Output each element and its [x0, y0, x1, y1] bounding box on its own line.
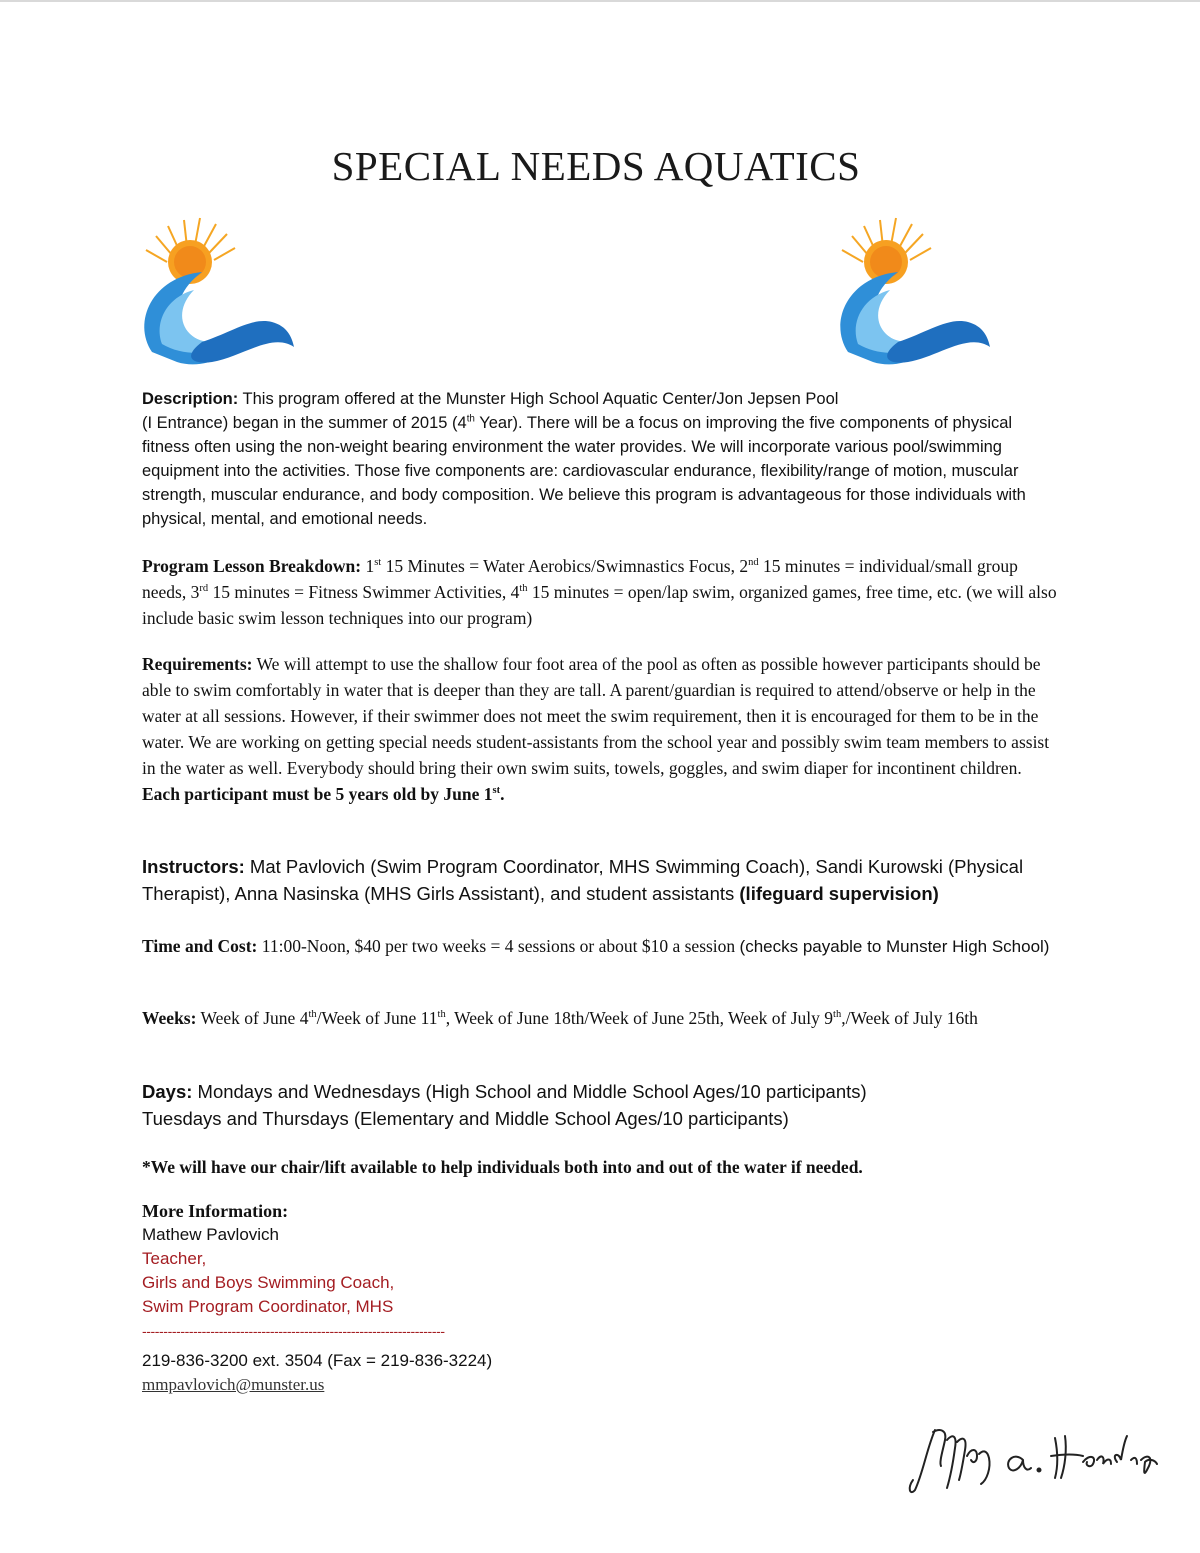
instructors-bold: (lifeguard supervision) [739, 883, 939, 904]
weeks-sup: th [308, 1009, 317, 1021]
breakdown-paragraph [142, 553, 1057, 631]
breakdown-label: Program Lesson Breakdown: [142, 556, 362, 576]
instructors-text: Mat Pavlovich (Swim Program Coordinator, MHS Swimming Coach), Sandi Kurowski (Physical Therapist), Anna Nasinska (MHS Girls Assistant), and student assistants [142, 856, 1024, 904]
description-text-2: (I Entrance) began in the summer of 2015 (4 [142, 414, 467, 432]
contact-section [142, 1199, 1057, 1397]
time-cost-label: Time and Cost: [142, 936, 258, 956]
days-paragraph [142, 1078, 1057, 1132]
contact-role-1: Teacher, [142, 1249, 207, 1268]
requirements-label: Requirements: [142, 654, 253, 674]
description-text-3: Year). There will be a focus on improving the five components of physical fitness often using the non-weight bearing environment the water provides. We will incorporate various pool/swimming equipment into the activities. Those five components are: cardiovascular endurance, flexibility/range of motion, muscular strength, muscular endurance, and body composition. We believe this program is advantageous for those individuals with physical, mental, and emotional needs. [142, 414, 1026, 528]
description-sup: th [466, 413, 475, 425]
time-cost-text: 11:00-Noon, $40 per two weeks = 4 sessions or about $10 a session [257, 936, 740, 956]
days-line-2: Tuesdays and Thursdays (Elementary and Middle School Ages/10 participants) [142, 1108, 789, 1129]
weeks-sup: th [437, 1009, 446, 1021]
instructors-label: Instructors: [142, 856, 245, 877]
breakdown-text: 1 [361, 556, 375, 576]
requirements-age-note: Each participant must be 5 years old by June 1 [142, 784, 493, 804]
description-label: Description: [142, 390, 239, 408]
chair-lift-note: *We will have our chair/lift available to help individuals both into and out of the water if needed. [142, 1157, 863, 1177]
instructors-paragraph [142, 853, 1057, 907]
breakdown-text: 15 minutes = open/lap swim, organized games, free time, etc. (we will also include basic swim lesson techniques into our program) [142, 582, 1057, 628]
weeks-text: ,/Week of July 16th [841, 1008, 978, 1028]
requirements-sup: st [492, 785, 501, 797]
days-line-1: Mondays and Wednesdays (High School and Middle School Ages/10 participants) [192, 1081, 867, 1102]
contact-role-3: Swim Program Coordinator, MHS [142, 1297, 394, 1316]
time-cost-checks: (checks payable to Munster High School) [739, 937, 1050, 956]
contact-phone: 219-836-3200 ext. 3504 (Fax = 219-836-3224) [142, 1351, 493, 1370]
contact-label: More Information: [142, 1201, 289, 1221]
contact-role-2: Girls and Boys Swimming Coach, [142, 1273, 395, 1292]
contact-divider: ----------------------------------------------------------------------- [142, 1323, 445, 1339]
contact-email-link[interactable]: mmpavlovich@munster.us [142, 1375, 325, 1394]
weeks-text: Week of June 4 [196, 1008, 309, 1028]
top-edge [0, 0, 1200, 2]
contact-name: Mathew Pavlovich [142, 1225, 280, 1244]
breakdown-text: 15 minutes = Fitness Swimmer Activities, 4 [208, 582, 520, 602]
sun-wave-logo-icon [828, 212, 993, 397]
weeks-sup: th [833, 1009, 842, 1021]
days-label: Days: [142, 1081, 193, 1102]
requirements-paragraph [142, 651, 1057, 807]
breakdown-text: 15 minutes = individual/small group needs, 3 [142, 556, 1018, 602]
breakdown-text: 15 Minutes = Water Aerobics/Swimnastics Focus, 2 [381, 556, 749, 576]
page-title: SPECIAL NEEDS AQUATICS [331, 143, 861, 189]
requirements-end: . [500, 784, 505, 804]
weeks-text: , Week of June 18th/Week of June 25th, Week of July 9 [445, 1008, 834, 1028]
breakdown-sup: th [519, 583, 528, 595]
weeks-text: /Week of June 11 [316, 1008, 438, 1028]
requirements-text: We will attempt to use the shallow four foot area of the pool as often as possible however participants should be able to swim comfortably in water that is deeper than they are tall. A parent/guardian is required to attend/observe or help in the water at all sessions. However, if their swimmer does not meet the swim requirement, then it is encouraged for them to be in the water. We are working on getting special needs student-assistants from the school year and possibly swim team members to assist in the water as well. Everybody should bring their own swim suits, towels, goggles, and swim diaper for incontinent children. [142, 654, 1050, 778]
time-cost-paragraph [142, 932, 1057, 961]
weeks-label: Weeks: [142, 1008, 197, 1028]
description-paragraph [142, 387, 1057, 531]
signature-icon [905, 1418, 1165, 1503]
sun-wave-logo-icon [132, 212, 297, 397]
weeks-paragraph [142, 1005, 1057, 1032]
breakdown-sup: rd [199, 583, 209, 595]
description-text-1: This program offered at the Munster High School Aquatic Center/Jon Jepsen Pool [238, 390, 839, 408]
breakdown-sup: nd [748, 557, 759, 569]
breakdown-sup: st [374, 557, 382, 569]
